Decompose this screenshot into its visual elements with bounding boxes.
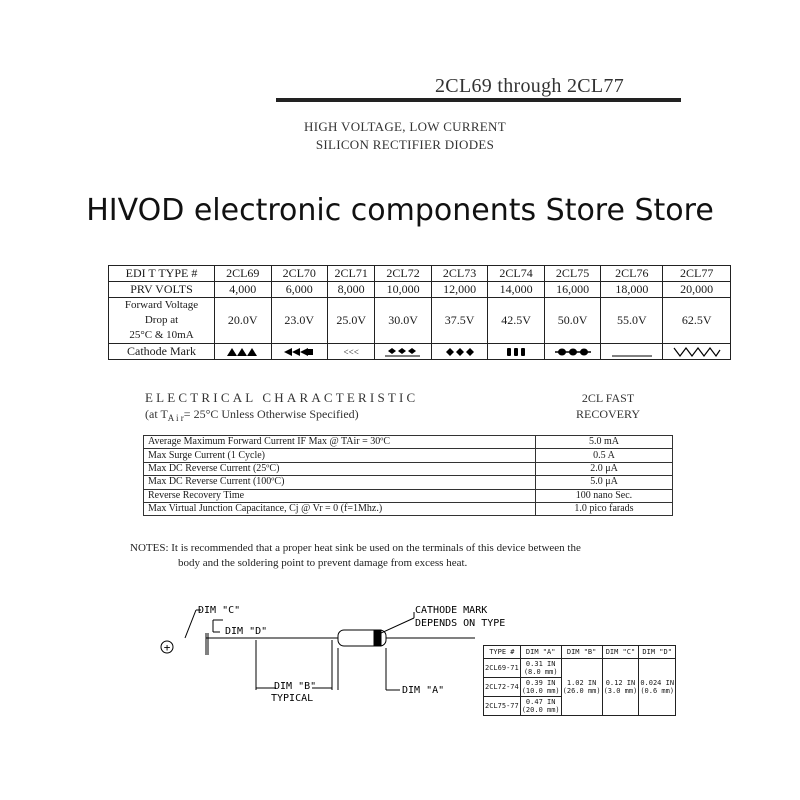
condition-suffix: = 25°C Unless Otherwise Specified) xyxy=(183,407,359,421)
value-cell: 1.0 pico farads xyxy=(536,502,673,515)
type-cell: 2CL72 xyxy=(375,266,432,282)
value-cell: 5.0 mA xyxy=(536,436,673,449)
prv-cell: 4,000 xyxy=(215,282,272,298)
fast-recovery-label xyxy=(568,390,648,422)
cathode-cell xyxy=(215,344,272,360)
type-cell: 2CL74 xyxy=(488,266,545,282)
dim-c-mm: (3.0 mm) xyxy=(603,687,638,695)
value-cell: 5.0 μA xyxy=(536,476,673,489)
depends-on-type-label: DEPENDS ON TYPE xyxy=(415,618,506,629)
dim-a-mm: (20.0 mm) xyxy=(521,706,560,714)
param-cell: Reverse Recovery Time xyxy=(144,489,536,502)
type-cell: 2CL71 xyxy=(328,266,375,282)
dim-c-in: 0.12 IN xyxy=(605,679,636,687)
dimension-table xyxy=(483,645,676,716)
dim-type-cell: 2CL72-74 xyxy=(484,678,521,697)
dim-header-cell: DIM "C" xyxy=(602,646,639,659)
dim-b-cell xyxy=(561,659,602,716)
dim-b-in: 1.02 IN xyxy=(566,679,597,687)
diamonds-underline-mark-icon xyxy=(383,347,423,357)
value-cell: 0.5 A xyxy=(536,449,673,462)
cathode-label: Cathode Mark xyxy=(109,344,215,360)
electrical-heading: ELECTRICAL CHARACTERISTIC xyxy=(145,390,419,405)
dots-line-mark-icon xyxy=(553,347,593,357)
notes-line-1: NOTES: It is recommended that a proper heat sink be used on the terminals of this device between the xyxy=(130,542,581,554)
notes-line-2: body and the soldering point to prevent damage from excess heat. xyxy=(178,557,468,569)
value-cell: 2.0 μA xyxy=(536,462,673,475)
fv-cell: 37.5V xyxy=(431,298,488,344)
forward-voltage-label xyxy=(109,298,215,344)
forward-voltage-row xyxy=(109,298,731,344)
fv-cell: 55.0V xyxy=(601,298,663,344)
dim-a-in: 0.47 IN xyxy=(525,698,556,706)
notes xyxy=(130,541,581,571)
dim-c-label: DIM "C" xyxy=(198,605,241,616)
cathode-cell xyxy=(431,344,488,360)
dim-header-cell: TYPE # xyxy=(484,646,521,659)
typical-label: TYPICAL xyxy=(271,693,314,704)
dim-header-cell: DIM "B" xyxy=(561,646,602,659)
type-cell: 2CL70 xyxy=(271,266,328,282)
prv-row xyxy=(109,282,731,298)
table-row xyxy=(144,436,673,449)
dim-d-mm: (0.6 mm) xyxy=(640,687,675,695)
prv-cell: 20,000 xyxy=(663,282,731,298)
fv-cell: 20.0V xyxy=(215,298,272,344)
cathode-mark-label: CATHODE MARK xyxy=(415,605,488,616)
dim-a-in: 0.39 IN xyxy=(525,679,556,687)
cathode-cell xyxy=(544,344,601,360)
cathode-row xyxy=(109,344,731,360)
fast-line-2: RECOVERY xyxy=(575,407,640,421)
chevrons-mark-icon: <<< xyxy=(343,346,359,357)
cathode-cell xyxy=(271,344,328,360)
subtitle-line-2: SILICON RECTIFIER DIODES xyxy=(315,137,495,152)
param-cell: Max Virtual Junction Capacitance, Cj @ Vr = 0 (f=1Mhz.) xyxy=(144,502,536,515)
type-row xyxy=(109,266,731,282)
type-label: EDI T TYPE # xyxy=(109,266,215,282)
fast-line-1: 2CL FAST xyxy=(581,391,635,405)
dim-a-in: 0.31 IN xyxy=(525,660,556,668)
type-cell: 2CL75 xyxy=(544,266,601,282)
prv-cell: 8,000 xyxy=(328,282,375,298)
prv-cell: 12,000 xyxy=(431,282,488,298)
dim-c-cell xyxy=(602,659,639,716)
dim-d-cell xyxy=(639,659,676,716)
page-title: 2CL69 through 2CL77 xyxy=(435,75,625,97)
subtitle-line-1: HIGH VOLTAGE, LOW CURRENT xyxy=(304,119,506,134)
cathode-cell xyxy=(601,344,663,360)
table-row xyxy=(144,449,673,462)
dim-type-cell: 2CL69-71 xyxy=(484,659,521,678)
fv-label-line-2: Drop at xyxy=(144,314,179,326)
fv-cell: 25.0V xyxy=(328,298,375,344)
spec-table xyxy=(108,265,731,360)
fv-cell: 50.0V xyxy=(544,298,601,344)
zigzag-mark-icon xyxy=(673,346,721,358)
dim-a-mm: (10.0 mm) xyxy=(521,687,560,695)
table-row xyxy=(144,476,673,489)
diamonds-mark-icon xyxy=(440,347,480,357)
cathode-cell xyxy=(328,344,375,360)
dim-b-mm: (26.0 mm) xyxy=(562,687,601,695)
param-cell: Max DC Reverse Current (100ºC) xyxy=(144,476,536,489)
dim-a-mm: (8.0 mm) xyxy=(523,668,558,676)
fv-label-line-3: 25°C & 10mA xyxy=(129,329,194,341)
type-cell: 2CL73 xyxy=(431,266,488,282)
dim-a-cell xyxy=(520,659,561,678)
triangles-mark-icon xyxy=(223,347,263,357)
condition-subscript: A i r xyxy=(167,413,184,423)
dim-d-label: DIM "D" xyxy=(225,626,268,637)
cathode-cell xyxy=(663,344,731,360)
param-cell: Max Surge Current (1 Cycle) xyxy=(144,449,536,462)
prv-cell: 14,000 xyxy=(488,282,545,298)
plus-marker xyxy=(161,641,173,654)
title-divider xyxy=(276,98,681,102)
dim-a-cell xyxy=(520,678,561,697)
prv-label: PRV VOLTS xyxy=(109,282,215,298)
condition-prefix: (at T xyxy=(145,407,168,421)
underline-mark-icon xyxy=(610,347,654,357)
fv-cell: 30.0V xyxy=(375,298,432,344)
dim-b-label: DIM "B" xyxy=(274,681,317,692)
fv-label-line-1: Forward Voltage xyxy=(124,299,199,311)
prv-cell: 6,000 xyxy=(271,282,328,298)
dim-a-cell xyxy=(520,697,561,716)
dim-header-row xyxy=(484,646,676,659)
fv-cell: 23.0V xyxy=(271,298,328,344)
type-cell: 2CL77 xyxy=(663,266,731,282)
electrical-table xyxy=(143,435,673,516)
arrows-mark-icon xyxy=(279,347,319,357)
dim-type-cell: 2CL75-77 xyxy=(484,697,521,716)
fv-cell: 42.5V xyxy=(488,298,545,344)
value-cell: 100 nano Sec. xyxy=(536,489,673,502)
param-cell: Max DC Reverse Current (25ºC) xyxy=(144,462,536,475)
type-cell: 2CL76 xyxy=(601,266,663,282)
plus-label: + xyxy=(163,641,171,654)
table-row xyxy=(484,659,676,678)
prv-cell: 10,000 xyxy=(375,282,432,298)
param-cell: Average Maximum Forward Current IF Max @ TAir = 30ºC xyxy=(144,436,536,449)
electrical-condition xyxy=(145,407,359,422)
type-cell: 2CL69 xyxy=(215,266,272,282)
cathode-cell xyxy=(375,344,432,360)
dim-header-cell: DIM "D" xyxy=(639,646,676,659)
table-row xyxy=(144,462,673,475)
dim-d-in: 0.024 IN xyxy=(640,679,675,687)
table-row xyxy=(144,489,673,502)
prv-cell: 16,000 xyxy=(544,282,601,298)
bars-mark-icon xyxy=(496,347,536,357)
store-banner: HIVOD electronic components Store Store xyxy=(86,193,714,228)
table-row xyxy=(144,502,673,515)
subtitle xyxy=(270,118,540,154)
cathode-cell xyxy=(488,344,545,360)
fv-cell: 62.5V xyxy=(663,298,731,344)
prv-cell: 18,000 xyxy=(601,282,663,298)
dim-a-label: DIM "A" xyxy=(402,685,445,696)
dim-header-cell: DIM "A" xyxy=(520,646,561,659)
